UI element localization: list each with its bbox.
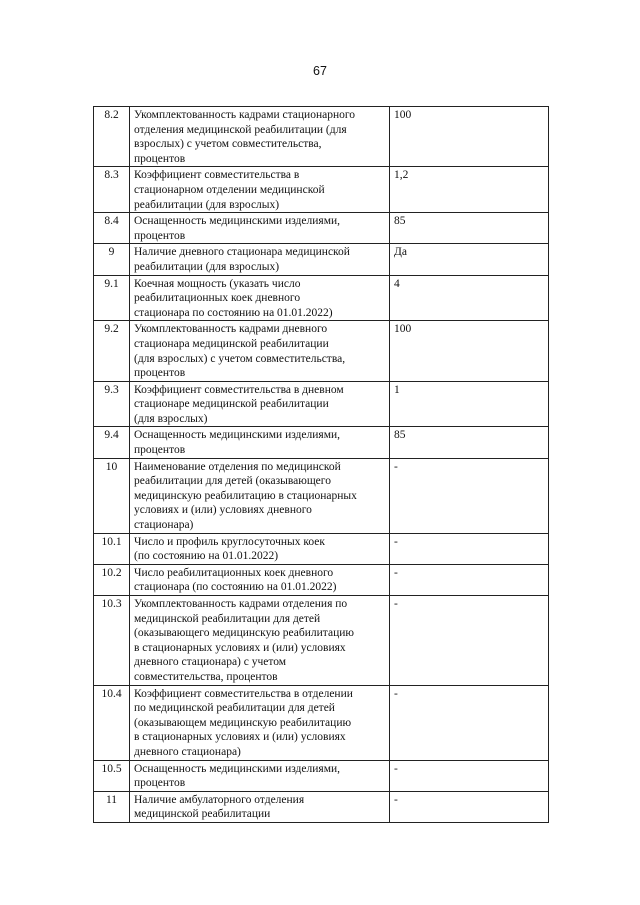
table-row	[94, 321, 549, 381]
row-description: Число и профиль круглосуточных коек (по состоянию на 01.01.2022)	[130, 533, 390, 564]
row-description: Коечная мощность (указать число реабилитационных коек дневного стационара по состоянию на 01.01.2022)	[130, 275, 390, 321]
row-description: Коэффициент совместительства в стационарном отделении медицинской реабилитации (для взрослых)	[130, 167, 390, 213]
page-number: 67	[313, 64, 327, 78]
row-description: Укомплектованность кадрами стационарного отделения медицинской реабилитации (для взрослых) с учетом совместительства, процентов	[130, 107, 390, 167]
row-value: 85	[390, 213, 549, 244]
row-number: 8.2	[94, 107, 130, 167]
row-description: Оснащенность медицинскими изделиями, процентов	[130, 760, 390, 791]
row-value: 100	[390, 321, 549, 381]
table-row	[94, 275, 549, 321]
row-number: 9.3	[94, 381, 130, 427]
row-value: -	[390, 596, 549, 686]
row-description: Коэффициент совместительства в дневном стационаре медицинской реабилитации (для взрослых)	[130, 381, 390, 427]
row-value: 100	[390, 107, 549, 167]
table-row	[94, 244, 549, 275]
table-row	[94, 213, 549, 244]
row-description: Наличие амбулаторного отделения медицинской реабилитации	[130, 791, 390, 822]
indicators-table	[93, 106, 549, 823]
row-number: 9	[94, 244, 130, 275]
row-description: Оснащенность медицинскими изделиями, процентов	[130, 427, 390, 458]
row-value: -	[390, 791, 549, 822]
table-row	[94, 791, 549, 822]
row-number: 9.2	[94, 321, 130, 381]
row-value: -	[390, 564, 549, 595]
row-description: Наличие дневного стационара медицинской реабилитации (для взрослых)	[130, 244, 390, 275]
row-description: Оснащенность медицинскими изделиями, процентов	[130, 213, 390, 244]
row-value: 4	[390, 275, 549, 321]
table-row	[94, 685, 549, 760]
table-row	[94, 760, 549, 791]
row-description: Число реабилитационных коек дневного стационара (по состоянию на 01.01.2022)	[130, 564, 390, 595]
row-description: Укомплектованность кадрами дневного стационара медицинской реабилитации (для взрослых) с учетом совместительства, процентов	[130, 321, 390, 381]
row-description: Коэффициент совместительства в отделении по медицинской реабилитации для детей (оказывающем медицинскую реабилитацию в стационарных условиях и (или) условиях дневного стационара)	[130, 685, 390, 760]
row-value: -	[390, 533, 549, 564]
row-value: -	[390, 458, 549, 533]
table-row	[94, 564, 549, 595]
row-number: 11	[94, 791, 130, 822]
row-number: 8.4	[94, 213, 130, 244]
row-value: 1,2	[390, 167, 549, 213]
row-number: 8.3	[94, 167, 130, 213]
row-number: 10.3	[94, 596, 130, 686]
row-value: -	[390, 685, 549, 760]
row-number: 10.5	[94, 760, 130, 791]
row-value: Да	[390, 244, 549, 275]
row-description: Укомплектованность кадрами отделения по медицинской реабилитации для детей (оказывающего медицинскую реабилитацию в стационарных условиях и (или) условиях дневного стационара) с учетом совместительства, процентов	[130, 596, 390, 686]
row-value: 1	[390, 381, 549, 427]
table-row	[94, 458, 549, 533]
row-number: 10.2	[94, 564, 130, 595]
row-number: 10.1	[94, 533, 130, 564]
table-row	[94, 381, 549, 427]
row-number: 10	[94, 458, 130, 533]
row-value: 85	[390, 427, 549, 458]
table-row	[94, 107, 549, 167]
row-value: -	[390, 760, 549, 791]
row-number: 9.4	[94, 427, 130, 458]
row-description: Наименование отделения по медицинской реабилитации для детей (оказывающего медицинскую реабилитацию в стационарных условиях и (или) условиях дневного стационара)	[130, 458, 390, 533]
table-row	[94, 427, 549, 458]
row-number: 10.4	[94, 685, 130, 760]
table-row	[94, 533, 549, 564]
table-row	[94, 167, 549, 213]
indicators-table-body	[94, 107, 549, 823]
row-number: 9.1	[94, 275, 130, 321]
table-row	[94, 596, 549, 686]
